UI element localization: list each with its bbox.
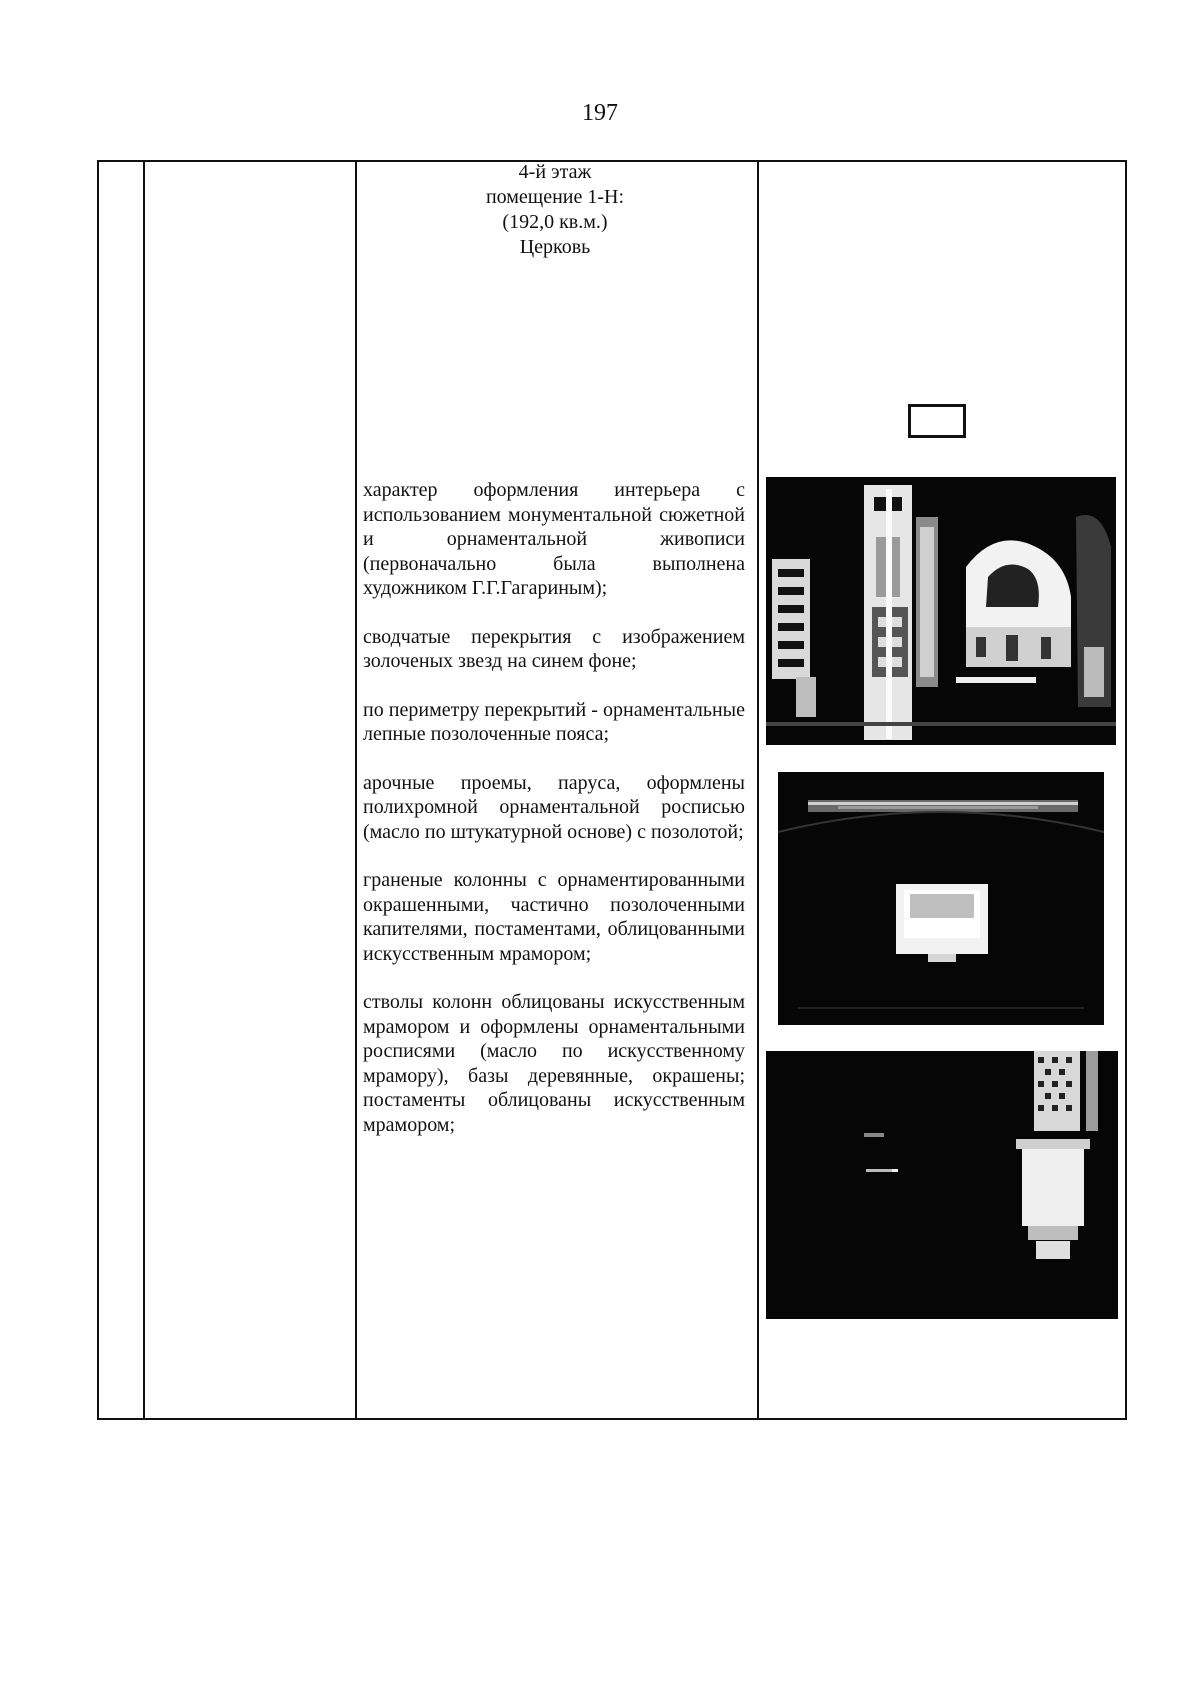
church-interior-photo-2 — [778, 772, 1104, 1025]
table-divider-3 — [757, 162, 759, 1418]
description-paragraph: граненые колонны с орнаментированными окрашенными, частично позолоченными капителями, постаментами, облицованными искусственным мрамором; — [363, 869, 745, 965]
description-paragraph: сводчатые перекрытия с изображением золоченых звезд на синем фоне; — [363, 625, 745, 672]
floor-label: 4-й этаж — [518, 161, 592, 183]
premises-label: помещение 1-Н: — [485, 186, 625, 208]
description-paragraph: стволы колонн облицованы искусственным мрамором и оформлены орнаментальными росписями (масло по искусственному мрамору), базы деревянные, окрашены; постаменты облицованы искусственным мрамором; — [363, 991, 745, 1136]
table-divider-1 — [143, 162, 145, 1418]
table-divider-2 — [355, 162, 357, 1418]
interior-description — [363, 478, 745, 1161]
area-label: (192,0 кв.м.) — [502, 211, 608, 233]
marker-rectangle — [908, 404, 966, 438]
church-interior-photo-1 — [766, 477, 1116, 745]
description-paragraph: характер оформления интерьера с использованием монументальной сюжетной и орнаментальной живописи (первоначально была выполнена художником Г.Г.Гагариным); — [363, 479, 745, 599]
description-paragraph: арочные проемы, паруса, оформлены полихромной орнаментальной росписью (масло по штукатурной основе) с позолотой; — [363, 771, 745, 843]
church-interior-photo-3 — [766, 1051, 1118, 1319]
page-number: 197 — [582, 100, 618, 126]
description-paragraph: по периметру перекрытий - орнаментальные лепные позолоченные пояса; — [363, 698, 745, 745]
room-heading — [355, 160, 755, 260]
room-name: Церковь — [519, 236, 591, 258]
